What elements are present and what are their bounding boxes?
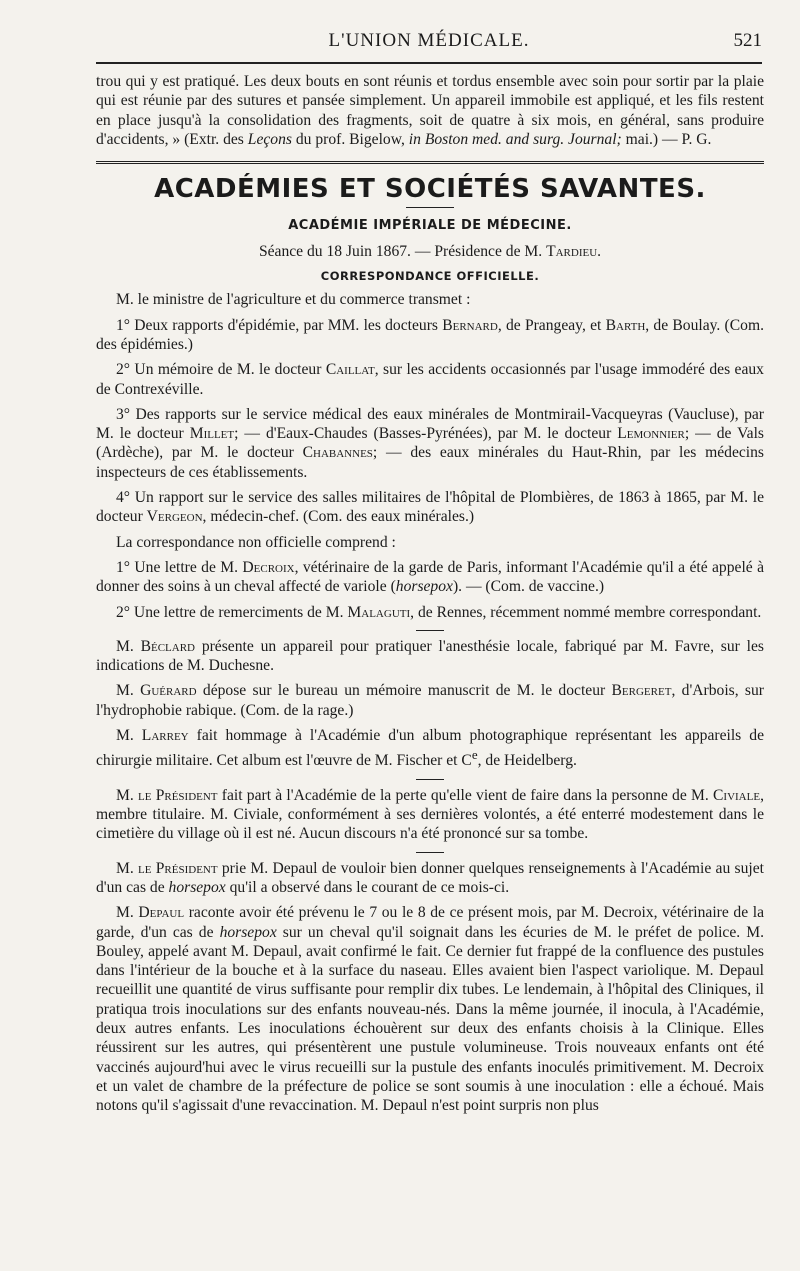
- depaul-paragraph: M. Depaul raconte avoir été prévenu le 7 ou le 8 de ce présent mois, par M. Decroix, vétérinaire de la garde, d'un cas de horsepox sur un cheval qu'il soignait dans les écuries de M. le préfet de police. M. Bouley, appelé avant M. Depaul, avait confirmé le fait. Ce dernier fut frappé de la confluence des pustules dans l'intérieur de la bouche et à la surface du naseau. Elles avaient bien l'aspect variolique. M. Depaul recueillit une quantité de virus suffisante pour remplir dix tubes. Le lendemain, à l'hôpital des Cliniques, il pratiqua trois inoculations sur des enfants nouveau-nés. Dans la même journée, il inocula, à l'Académie, deux autres enfants. Les inoculations échouèrent sur deux des enfants choisis à la Clinique. Elles réussirent sur les autres, qui présentèrent une pustule volumineuse. Trois nouveaux enfants ont été vaccinés aujourd'hui avec le virus recueilli sur la pustule des enfants inoculés primitivement. M. Decroix et un valet de chambre de la préfecture de police se sont soumis à une inoculation : elle a échoué. Mais notons qu'il s'agissait d'une revaccination. M. Depaul n'est point surpris non plus: [96, 904, 764, 1115]
- section-title: ACADÉMIES ET SOCIÉTÉS SAVANTES.: [154, 174, 706, 205]
- unofficial-intro: La correspondance non officielle comprend :: [116, 533, 396, 551]
- separator: [416, 630, 444, 631]
- request-paragraph: M. le Président prie M. Depaul de vouloir bien donner quelques renseignements à l'Académie au sujet d'un cas de horsepox qu'il a observé dans le courant de ce mois-ci.: [96, 859, 764, 896]
- official-item-3: 3° Des rapports sur le service médical des eaux minérales de Montmirail-Vacqueyras (Vaucluse), par M. le docteur Millet; — d'Eaux-Chaudes (Basses-Pyrénées), par M. le docteur Lemonnier; — de Vals (Ardèche), par M. le docteur Chabannes; — des eaux minérales du Haut-Rhin, par les médecins inspecteurs de ces établissements.: [96, 405, 764, 481]
- section-divider: [96, 161, 764, 166]
- article-body: [96, 72, 764, 1116]
- official-intro: M. le ministre de l'agriculture et du commerce transmet :: [116, 291, 471, 309]
- guerard-paragraph: M. Guérard dépose sur le bureau un mémoire manuscrit de M. le docteur Bergeret, d'Arbois, sur l'hydrophobie rabique. (Com. de la rage.): [96, 682, 764, 719]
- page-number: 521: [733, 30, 762, 51]
- unofficial-item-2: 2° Une lettre de remerciments de M. Malaguti, de Rennes, récemment nommé membre correspondant.: [116, 603, 762, 621]
- announcement-paragraph: M. le Président fait part à l'Académie de la perte qu'elle vient de faire dans la personne de M. Civiale, membre titulaire. M. Civiale, conformément à ses dernières volontés, a été enterré modestement dans le cimetière du village où il est né. Aucun discours n'a été prononcé sur sa tombe.: [96, 786, 764, 843]
- official-item-4: 4° Un rapport sur le service des salles militaires de l'hôpital de Plombières, de 1863 à 1865, par M. le docteur Vergeon, médecin-chef. (Com. des eaux minérales.): [96, 489, 764, 526]
- separator: [416, 779, 444, 780]
- official-item-2: 2° Un mémoire de M. le docteur Caillat, sur les accidents occasionnés par l'usage immodéré des eaux de Contrexéville.: [96, 361, 764, 398]
- section-subtitle: ACADÉMIE IMPÉRIALE DE MÉDECINE.: [288, 218, 572, 234]
- official-item-1: 1° Deux rapports d'épidémie, par MM. les docteurs Bernard, de Prangeay, et Barth, de Boulay. (Com. des épidémies.): [96, 316, 764, 353]
- correspondence-heading: CORRESPONDANCE OFFICIELLE.: [320, 269, 540, 284]
- intro-paragraph: trou qui y est pratiqué. Les deux bouts en sont réunis et tordus ensemble avec soin pour sortir par la plaie qui est réunie par des sutures et pansée simplement. Un appareil immobile est appliqué, et les fils restent en place jusqu'à la consolidation des fragments, soit de quatre à six mois, en général, sans produire d'accidents, » (Extr. des Leçons du prof. Bigelow, in Boston med. and surg. Journal; mai.) — P. G.: [96, 73, 764, 148]
- header-rule: [96, 62, 762, 64]
- larrey-paragraph: M. Larrey fait hommage à l'Académie d'un album photographique représentant les appareils de chirurgie militaire. Cet album est l'œuvre de M. Fischer et Ce, de Heidelberg.: [96, 727, 764, 770]
- running-header: [96, 28, 762, 58]
- separator: [416, 852, 444, 853]
- title-rule: [406, 207, 454, 208]
- beclard-paragraph: M. Béclard présente un appareil pour pratiquer l'anesthésie locale, fabriqué par M. Favre, sur les indications de M. Duchesne.: [96, 637, 764, 675]
- journal-title: L'UNION MÉDICALE.: [328, 30, 530, 51]
- unofficial-item-1: 1° Une lettre de M. Decroix, vétérinaire de la garde de Paris, informant l'Académie qu'il a été appelé à donner des soins à un cheval affecté de variole (horsepox). — (Com. de vaccine.): [96, 558, 764, 596]
- session-line: Séance du 18 Juin 1867. — Présidence de M. Tardieu.: [258, 242, 602, 260]
